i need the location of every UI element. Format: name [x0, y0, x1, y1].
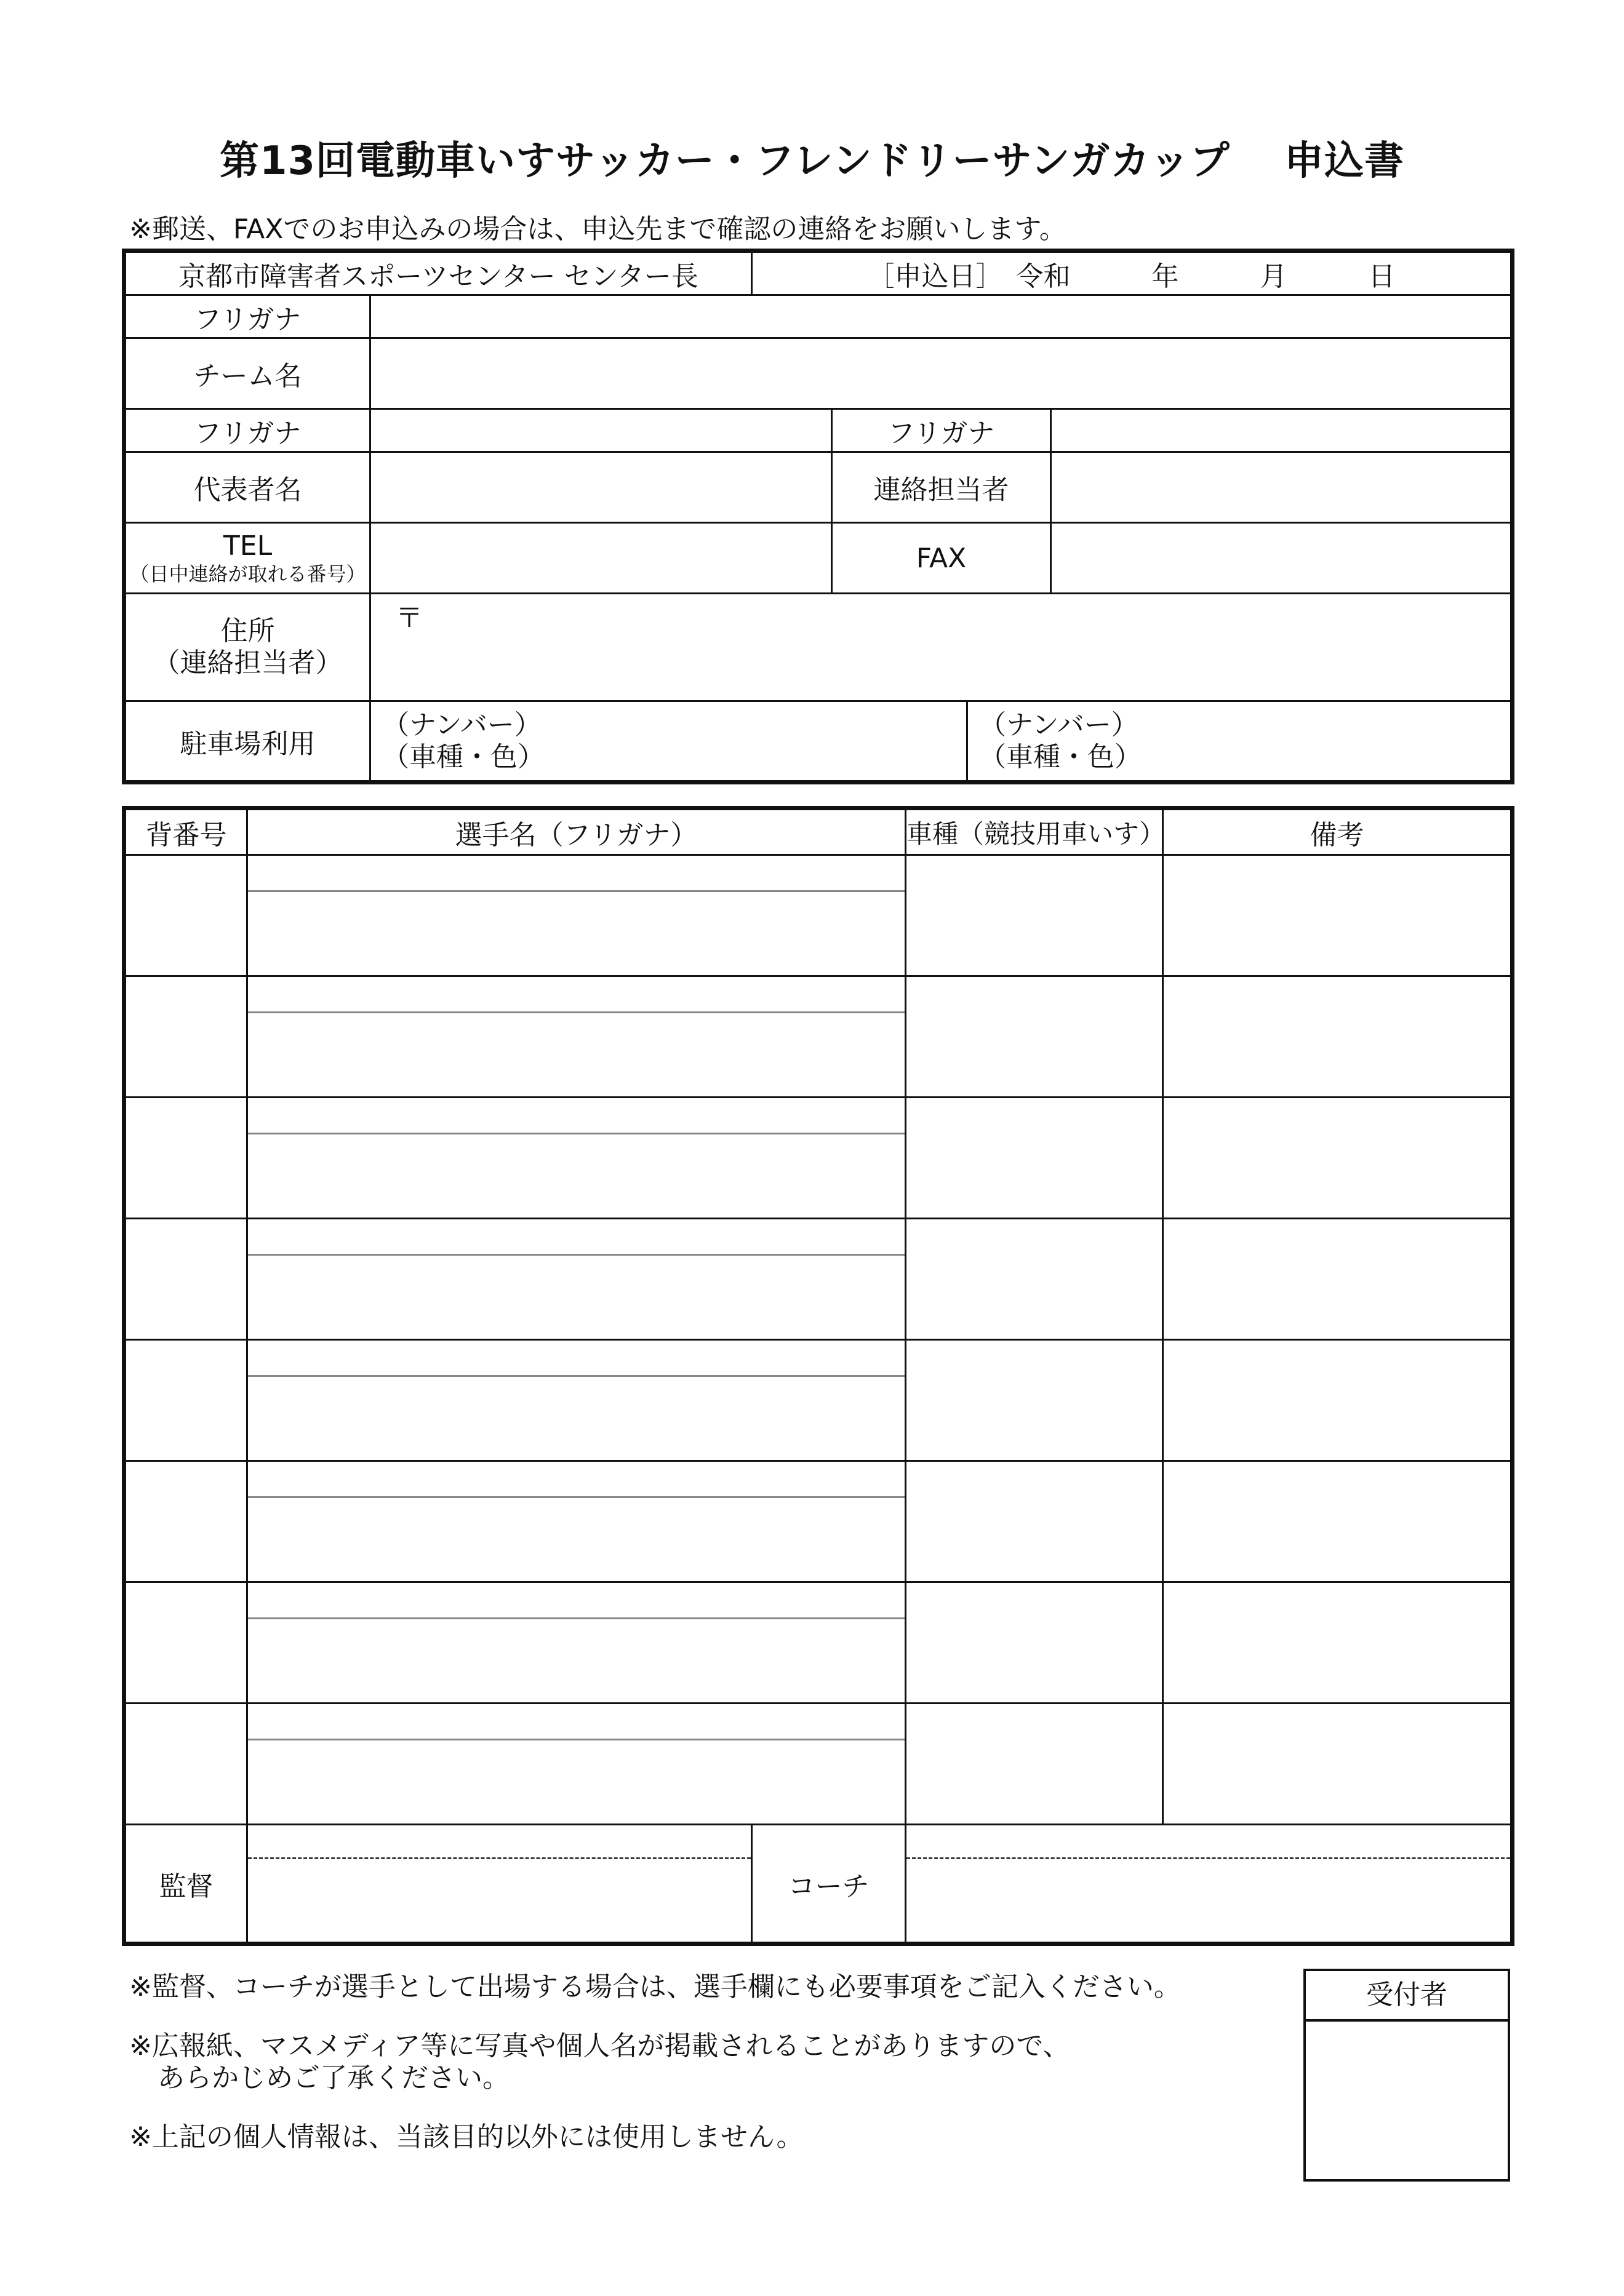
parking-car-2[interactable] [967, 701, 1513, 783]
header-remarks: 備考 [1163, 808, 1513, 855]
player-row [124, 1704, 1513, 1825]
note-privacy: ※上記の個人情報は、当該目的以外には使用しません。 [129, 2121, 804, 2153]
player-wheelchair-field[interactable] [906, 976, 1163, 1098]
rep-name-label: 代表者名 [124, 452, 370, 523]
player-name-field[interactable] [247, 855, 906, 976]
parking-car-label-1: （車種・色） [382, 741, 545, 773]
staff-row [124, 1825, 1513, 1944]
player-row [124, 855, 1513, 976]
address-field[interactable] [370, 594, 1513, 701]
receipt-stamp-area[interactable] [1306, 2022, 1508, 2182]
furigana-divider [248, 890, 905, 892]
header-number: 背番号 [124, 808, 247, 855]
furigana-divider [248, 1133, 905, 1134]
player-row [124, 976, 1513, 1098]
contact-furigana-field[interactable] [1051, 409, 1513, 452]
player-row [124, 1219, 1513, 1340]
addressee: 京都市障害者スポーツセンター センター長 [124, 251, 752, 295]
player-number-field[interactable] [124, 1219, 247, 1340]
player-number-field[interactable] [124, 1704, 247, 1825]
application-date[interactable]: ［申込日］ 令和 年 月 日 [752, 251, 1513, 295]
tel-field[interactable] [370, 523, 832, 594]
receipt-label: 受付者 [1306, 1971, 1508, 2022]
coach-field[interactable] [906, 1825, 1513, 1944]
rep-name-field[interactable] [370, 452, 832, 523]
parking-car-1[interactable] [370, 701, 967, 783]
manager-field[interactable] [247, 1825, 752, 1944]
player-remarks-field[interactable] [1163, 855, 1513, 976]
player-remarks-field[interactable] [1163, 1340, 1513, 1461]
coach-label: コーチ [752, 1825, 906, 1944]
player-row [124, 1582, 1513, 1704]
parking-car-label-2: （車種・色） [979, 741, 1142, 773]
tel-label-cell [124, 523, 370, 594]
furigana-divider [248, 1375, 905, 1377]
tel-label: TEL [223, 530, 273, 562]
player-wheelchair-field[interactable] [906, 1461, 1163, 1582]
player-number-field[interactable] [124, 1582, 247, 1704]
player-remarks-field[interactable] [1163, 1582, 1513, 1704]
note-staff-as-players: ※監督、コーチが選手として出場する場合は、選手欄にも必要事項をご記入ください。 [129, 1971, 1181, 2003]
coach-furigana-divider [906, 1857, 1510, 1859]
note-media-cont: あらかじめご了承ください。 [158, 2062, 510, 2094]
player-name-field[interactable] [247, 1704, 906, 1825]
parking-label: 駐車場利用 [124, 701, 370, 783]
team-name-field[interactable] [370, 338, 1513, 409]
player-name-field[interactable] [247, 1340, 906, 1461]
furigana-divider [248, 1617, 905, 1619]
contact-field[interactable] [1051, 452, 1513, 523]
contact-label: 連絡担当者 [832, 452, 1051, 523]
furigana-divider [248, 1254, 905, 1256]
player-row [124, 1340, 1513, 1461]
player-name-field[interactable] [247, 1098, 906, 1219]
postal-mark: 〒 [396, 602, 423, 634]
player-remarks-field[interactable] [1163, 1098, 1513, 1219]
player-wheelchair-field[interactable] [906, 1582, 1163, 1704]
note-media: ※広報紙、マスメディア等に写真や個人名が掲載されることがありますので、 [129, 2030, 1070, 2062]
player-remarks-field[interactable] [1163, 976, 1513, 1098]
player-number-field[interactable] [124, 1098, 247, 1219]
players-table [122, 806, 1514, 1946]
player-name-field[interactable] [247, 1461, 906, 1582]
receipt-box [1303, 1969, 1510, 2182]
player-wheelchair-field[interactable] [906, 1340, 1163, 1461]
header-wheelchair: 車種（競技用車いす） [906, 808, 1163, 855]
page-title: 第13回電動車いすサッカー・フレンドリーサンガカップ 申込書 [219, 138, 1405, 184]
manager-furigana-divider [248, 1857, 751, 1859]
player-wheelchair-field[interactable] [906, 1098, 1163, 1219]
player-wheelchair-field[interactable] [906, 1219, 1163, 1340]
furigana-divider [248, 1011, 905, 1013]
parking-number-label-2: （ナンバー） [979, 709, 1138, 741]
mail-fax-note: ※郵送、FAXでのお申込みの場合は、申込先まで確認の連絡をお願いします。 [129, 213, 1066, 245]
tel-sub-label: （日中連絡が取れる番号） [129, 562, 366, 586]
player-name-field[interactable] [247, 1582, 906, 1704]
player-wheelchair-field[interactable] [906, 1704, 1163, 1825]
team-name-label: チーム名 [124, 338, 370, 409]
parking-number-label-1: （ナンバー） [382, 709, 542, 741]
player-number-field[interactable] [124, 1461, 247, 1582]
player-name-field[interactable] [247, 1219, 906, 1340]
player-row [124, 1461, 1513, 1582]
contact-furigana-label: フリガナ [832, 409, 1051, 452]
header-player-name: 選手名（フリガナ） [247, 808, 906, 855]
team-furigana-field[interactable] [370, 295, 1513, 338]
fax-field[interactable] [1051, 523, 1513, 594]
manager-label: 監督 [124, 1825, 247, 1944]
player-number-field[interactable] [124, 976, 247, 1098]
player-name-field[interactable] [247, 976, 906, 1098]
rep-furigana-field[interactable] [370, 409, 832, 452]
furigana-divider [248, 1739, 905, 1740]
application-info-table [122, 249, 1514, 784]
address-label-cell [124, 594, 370, 701]
address-label: 住所 [220, 615, 275, 647]
furigana-divider [248, 1496, 905, 1498]
rep-furigana-label: フリガナ [124, 409, 370, 452]
player-number-field[interactable] [124, 1340, 247, 1461]
player-remarks-field[interactable] [1163, 1219, 1513, 1340]
player-remarks-field[interactable] [1163, 1461, 1513, 1582]
player-number-field[interactable] [124, 855, 247, 976]
player-row [124, 1098, 1513, 1219]
player-remarks-field[interactable] [1163, 1704, 1513, 1825]
fax-label: FAX [832, 523, 1051, 594]
address-sub-label: （連絡担当者） [153, 647, 343, 679]
team-furigana-label: フリガナ [124, 295, 370, 338]
player-wheelchair-field[interactable] [906, 855, 1163, 976]
